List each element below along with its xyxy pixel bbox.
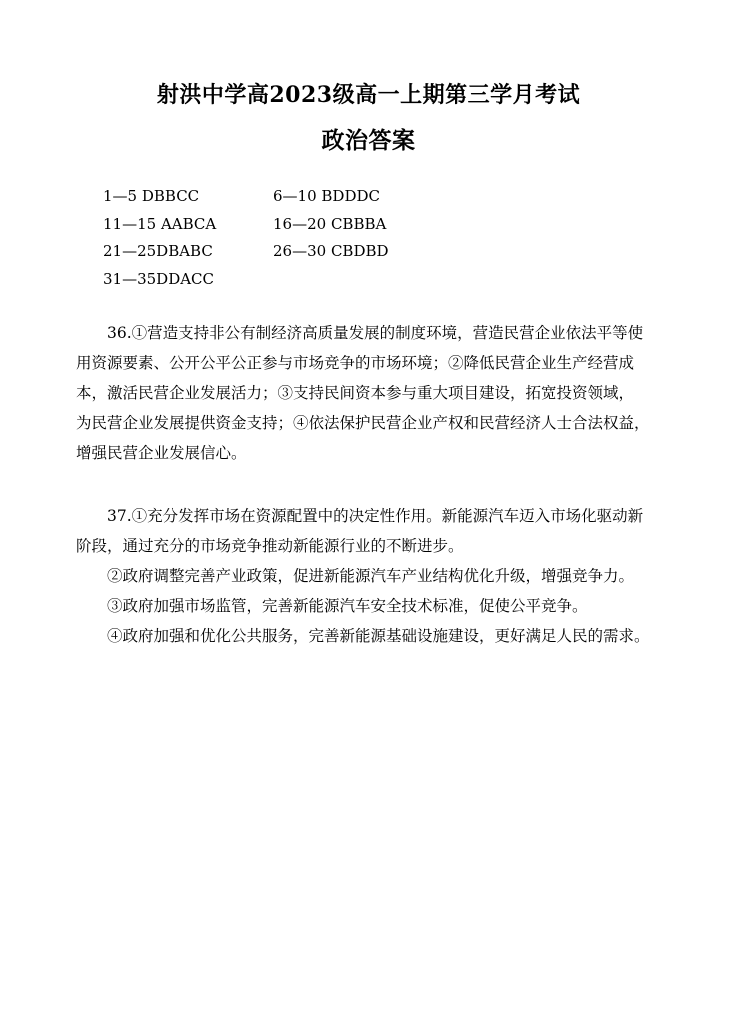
page-subtitle: 政治答案	[321, 127, 416, 154]
answer-cell: 21—25DBABC	[103, 242, 213, 260]
answer-line: 本，激活民营企业发展活力；③支持民间资本参与重大项目建设，拓宽投资领域，	[76, 384, 635, 402]
answer-cell: 1—5 DBBCC	[103, 187, 200, 205]
page-title: 射洪中学高2023级高一上期第三学月考试	[156, 82, 581, 108]
answer-row	[103, 183, 443, 211]
answer-line: ④政府加强和优化公共服务，完善新能源基础设施建设，更好满足人民的需求。	[107, 627, 650, 645]
answer-cell: 26—30 CBDBD	[273, 242, 389, 260]
answer-line: 36.①营造支持非公有制经济高质量发展的制度环境，营造民营企业依法平等使	[107, 324, 644, 342]
answer-cell: 31—35DDACC	[103, 269, 215, 288]
answer-row	[103, 266, 443, 294]
question-36-answer	[76, 318, 676, 468]
answer-cell: 6—10 BDDDC	[273, 187, 380, 205]
answer-key	[103, 183, 443, 293]
answer-line: 阶段，通过充分的市场竞争推动新能源行业的不断进步。	[76, 537, 464, 555]
answer-cell: 16—20 CBBBA	[273, 214, 387, 233]
answer-line: 为民营企业发展提供资金支持；④依法保护民营企业产权和民营经济人士合法权益，	[76, 414, 650, 432]
answer-line: 37.①充分发挥市场在资源配置中的决定性作用。新能源汽车迈入市场化驱动新	[107, 507, 644, 525]
answer-cell: 11—15 AABCA	[103, 214, 217, 233]
answer-line: ③政府加强市场监管，完善新能源汽车安全技术标准，促使公平竞争。	[107, 597, 588, 615]
question-37-answer	[76, 501, 676, 651]
answer-line: ②政府调整完善产业政策，促进新能源汽车产业结构优化升级，增强竞争力。	[107, 567, 635, 585]
answer-line: 用资源要素、公开公平公正参与市场竞争的市场环境；②降低民营企业生产经营成	[76, 354, 635, 372]
answer-row	[103, 238, 443, 266]
answer-row	[103, 211, 443, 239]
answer-line: 增强民营企业发展信心。	[76, 444, 247, 462]
